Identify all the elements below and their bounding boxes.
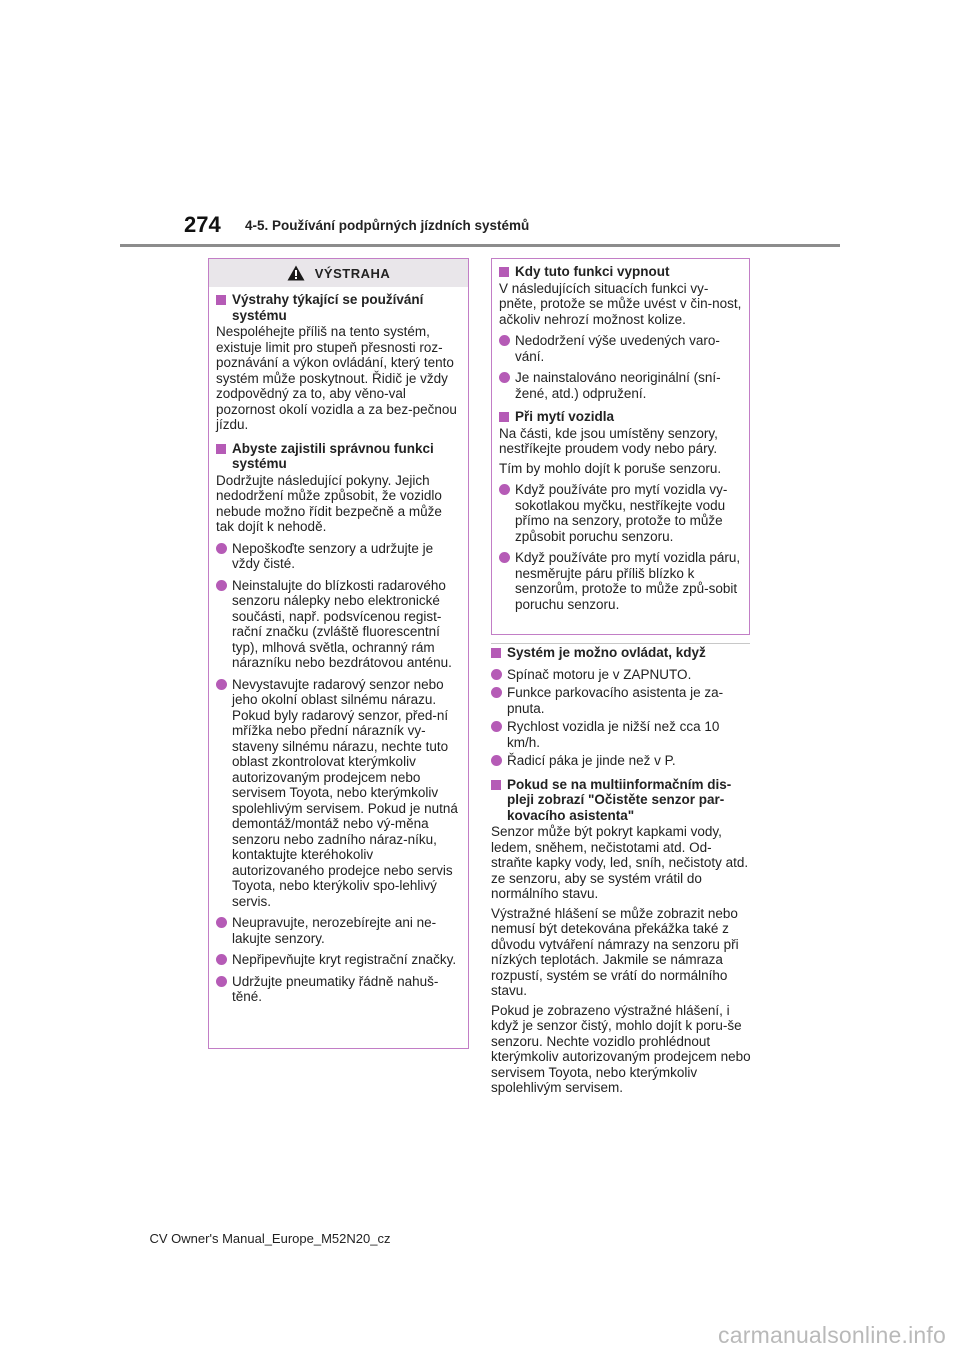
watermark: carmanualsonline.info [718, 1322, 946, 1348]
bullet-item: Neupravujte, nerozebírejte ani ne-lakujte senzory. [216, 915, 461, 946]
bullet-item: Nepoškoďte senzory a udržujte je vždy čisté. [216, 541, 461, 572]
section-heading: Pokud se na multiinformačním dis-pleji zobrazí "Očistěte senzor par-kovacího asistenta" [491, 777, 751, 824]
bullet-item: Nepřipevňujte kryt registrační značky. [216, 952, 461, 968]
warning-header [209, 259, 468, 287]
caution-content [492, 259, 749, 618]
section-heading: Při mytí vozidla [499, 409, 742, 425]
bullet-item: Rychlost vozidla je nižší než cca 10 km/h. [491, 719, 751, 750]
bullet-item: Funkce parkovacího asistenta je za-pnuta. [491, 685, 751, 716]
bullet-item: Nedodržení výše uvedených varo-vání. [499, 333, 742, 364]
manual-id: CV Owner's Manual_Europe_M52N20_cz [149, 1231, 391, 1246]
header-divider [120, 244, 840, 247]
bullet-item: Spínač motoru je v ZAPNUTO. [491, 667, 751, 683]
warning-box [208, 258, 469, 1049]
bullet-item: Když používáte pro mytí vozidla vy-sokotlakou myčku, nestříkejte vodu přímo na senzory, protože to může způsobit poruchu senzoru. [499, 482, 742, 544]
warning-triangle-icon [287, 265, 305, 281]
page-number: 274 [184, 212, 221, 237]
main-content [491, 643, 751, 1096]
bullet-item: Je nainstalováno neoriginální (sní-žené, atd.) odpružení. [499, 370, 742, 401]
section-heading: Abyste zajistili správnou funkci systému [216, 441, 461, 472]
paragraph: Nespoléhejte příliš na tento systém, existuje limit pro stupeň přesnosti roz-poznávání a výkon ovládání, který tento systém může poskytnout. Řidič je vždy zodpovědný za to, aby věno-val pozornost okolí vozidla a za bez-pečnou jízdu. [216, 324, 457, 432]
section-title: 4-5. Používání podpůrných jízdních systémů [245, 218, 530, 233]
section-heading: Systém je možno ovládat, když [491, 645, 751, 661]
section-heading: Výstrahy týkající se používání systému [216, 292, 461, 323]
bullet-item: Nevystavujte radarový senzor nebo jeho okolní oblast silnému nárazu. Pokud byly radarový senzor, před-ní mřížka nebo přední nárazník vy-staveny silnému nárazu, nechte tuto oblast zkontrolovat kterýmkoliv autorizovaným prodejcem nebo servisem Toyota, nebo kterýmkoliv spolehlivým servisem. Pokud je nutná demontáž/montáž nebo vý-měna senzoru nebo zadního náraz-níku, kontaktujte kteréhokoliv autorizovaného prodejce nebo servis Toyota, nebo kterýkoliv spo-lehlivý servis. [216, 677, 461, 910]
paragraph: Tím by mohlo dojít k poruše senzoru. [499, 460, 722, 476]
paragraph: Na části, kde jsou umístěny senzory, nestříkejte proudem vody nebo páry. [499, 425, 718, 456]
paragraph: Výstražné hlášení se může zobrazit nebo nemusí být detekována překážka také z důvodu vytváření námrazy na senzoru při nízkých teplotách. Jakmile se námraza rozpustí, systém se vrátí do normálního stavu. [491, 905, 739, 998]
paragraph: Senzor může být pokryt kapkami vody, ledem, sněhem, nečistotami atd. Od-straňte kapky vody, led, sníh, nečistoty atd. ze senzoru, aby se systém vrátil do normálního stavu. [491, 824, 749, 901]
caution-box [491, 258, 750, 635]
bullet-item: Řadicí páka je jinde než v P. [491, 753, 751, 769]
warning-title: VÝSTRAHA [314, 265, 391, 281]
paragraph: Pokud je zobrazeno výstražné hlášení, i když je senzor čistý, mohlo dojít k poru-še senzoru. Nechte vozidlo prohlédnout kterýmkoliv autorizovaným prodejcem nebo servisem Toyota, nebo kterýmkoliv spolehlivým servisem. [491, 1002, 751, 1095]
footer [0, 1231, 960, 1246]
paragraph: Dodržujte následující pokyny. Jejich nedodržení může způsobit, že vozidlo nebude možno řídit bezpečně a může tak dojít k nehodě. [216, 472, 442, 534]
paragraph: V následujících situacích funkci vy-pněte, protože se může uvést v čin-nost, ačkoliv nehrozí možnost kolize. [499, 280, 742, 327]
bullet-item: Když používáte pro mytí vozidla páru, nesměrujte páru příliš blízko k senzorům, protože to může způ-sobit poruchu senzoru. [499, 550, 742, 612]
warning-content [209, 287, 468, 1011]
bullet-item: Neinstalujte do blízkosti radarového senzoru nálepky nebo elektronické součásti, např. podsvícenou regist-rační značku (zvláště fluorescentní typ), mlhová světla, ochranný rám nárazníku nebo bezdrátovou anténu. [216, 578, 461, 671]
bullet-item: Udržujte pneumatiky řádně nahuš-těné. [216, 974, 461, 1005]
section-heading: Kdy tuto funkci vypnout [499, 264, 742, 280]
